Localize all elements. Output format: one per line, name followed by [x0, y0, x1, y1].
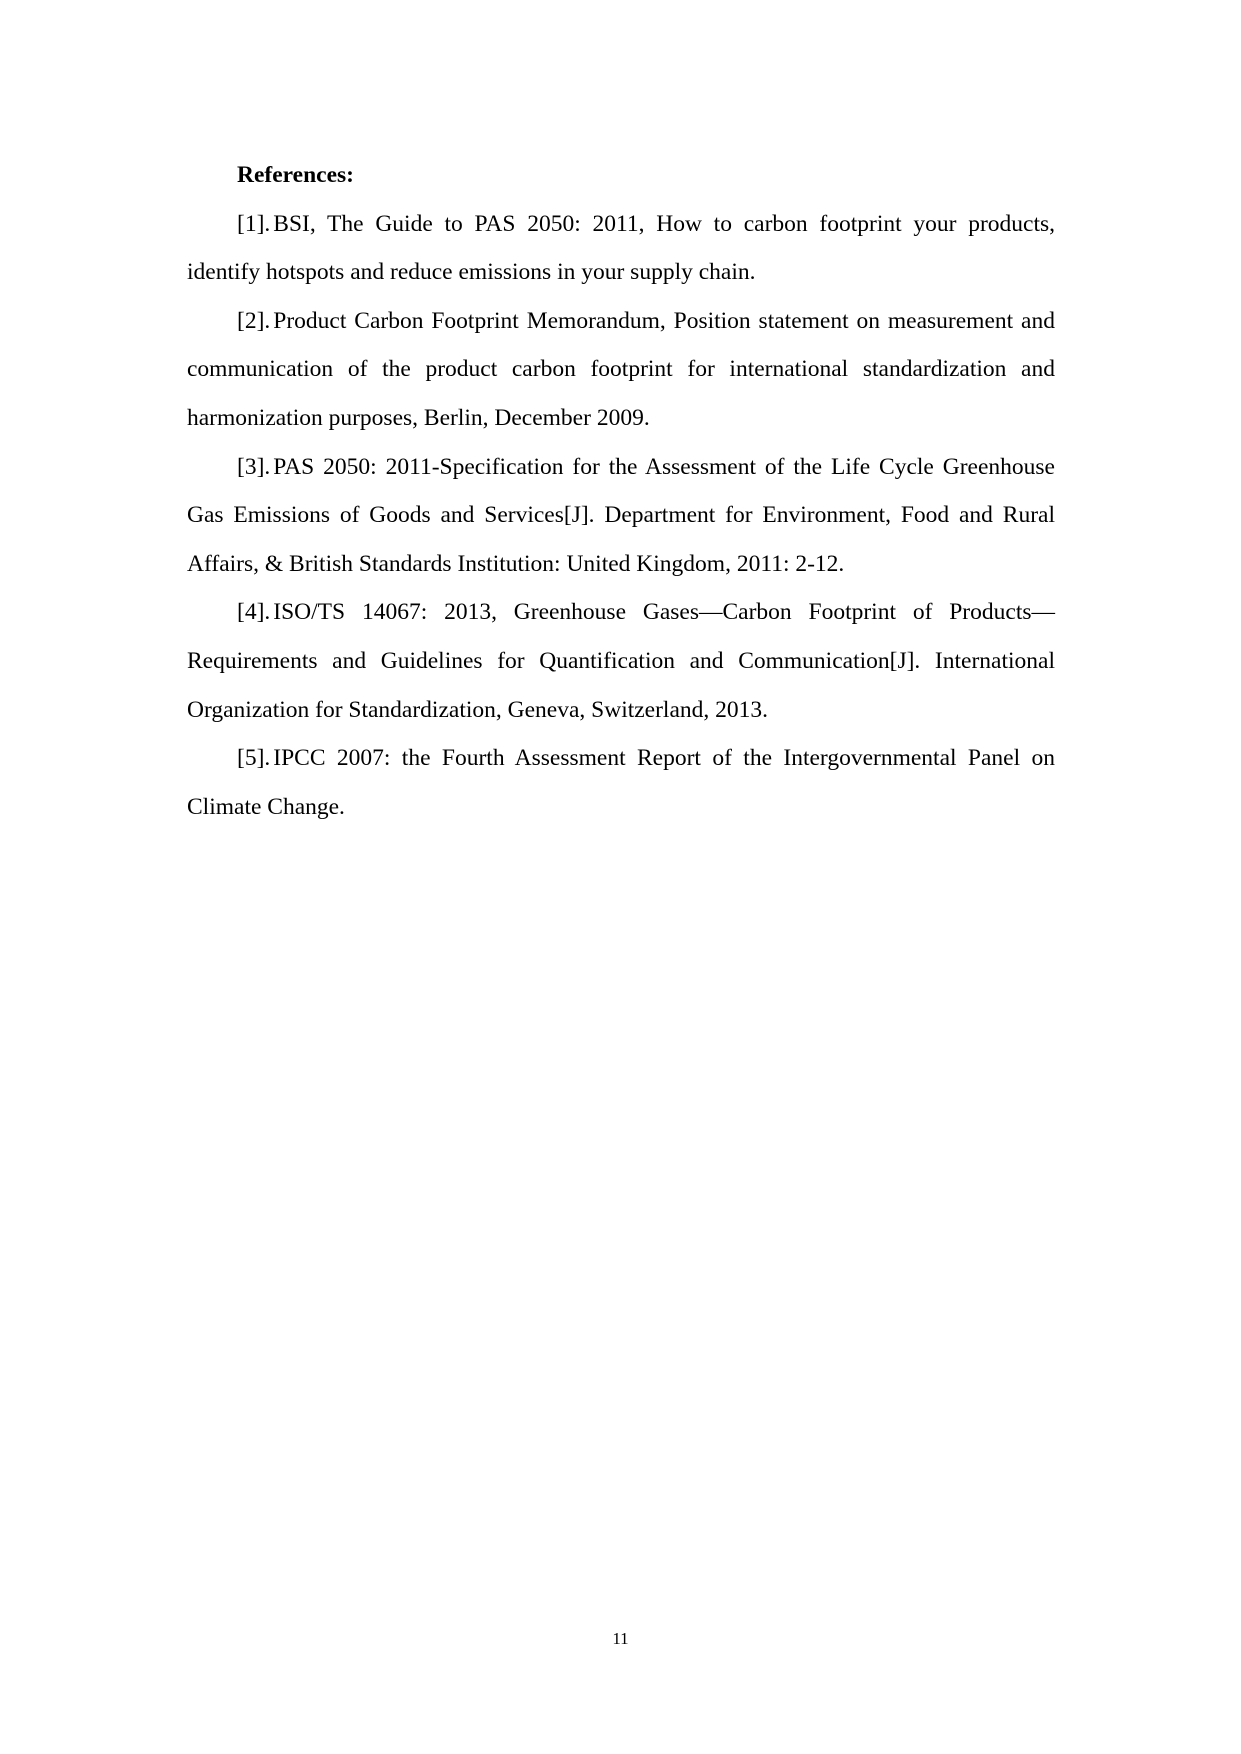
reference-text: Product Carbon Footprint Memorandum, Position statement on measurement and communication of the product carbon footprint for international standardization and harmonization purposes, Berlin, December 2009.	[187, 307, 1055, 431]
reference-text: PAS 2050: 2011-Specification for the Assessment of the Life Cycle Greenhouse Gas Emissions of Goods and Services[J]. Department for Environment, Food and Rural Affairs, & British Standards Institution: United Kingdom, 2011: 2-12.	[187, 453, 1055, 577]
reference-number: [1].	[237, 210, 271, 237]
page-number: 11	[612, 1629, 629, 1648]
reference-item-4	[187, 588, 1055, 734]
reference-item-5	[187, 734, 1055, 831]
reference-list	[187, 200, 1055, 832]
reference-item-1	[187, 200, 1055, 297]
references-heading: References:	[237, 162, 354, 188]
reference-text: ISO/TS 14067: 2013, Greenhouse Gases—Carbon Footprint of Products—Requirements and Guidelines for Quantification and Communication[J]. International Organization for Standardization, Geneva, Switzerland, 2013.	[187, 599, 1055, 723]
reference-number: [2].	[237, 307, 271, 334]
reference-number: [4].	[237, 599, 271, 626]
reference-item-3	[187, 443, 1055, 589]
reference-item-2	[187, 297, 1055, 443]
references-section	[187, 151, 1055, 831]
reference-number: [5].	[237, 745, 271, 772]
reference-text: BSI, The Guide to PAS 2050: 2011, How to carbon footprint your products, identify hotspots and reduce emissions in your supply chain.	[187, 210, 1055, 286]
reference-text: IPCC 2007: the Fourth Assessment Report of the Intergovernmental Panel on Climate Change.	[187, 745, 1055, 820]
reference-number: [3].	[237, 453, 271, 480]
